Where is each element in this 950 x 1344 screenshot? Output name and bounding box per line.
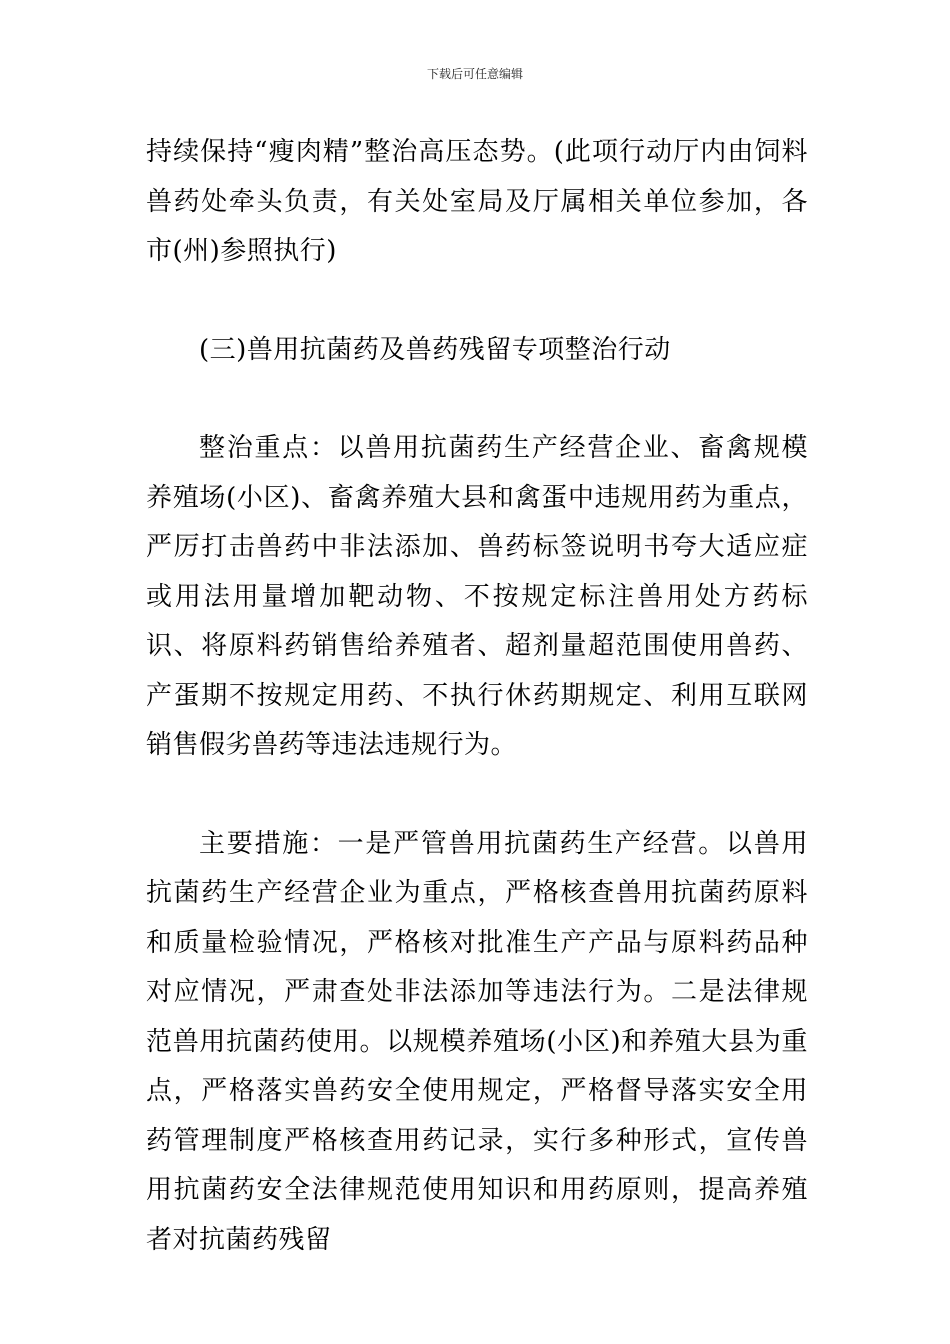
- section-heading: (三)兽用抗菌药及兽药残留专项整治行动: [199, 334, 671, 365]
- paragraph-gap: [146, 771, 808, 820]
- paragraph-gap: [146, 375, 808, 424]
- paragraph-key-points: 整治重点：以兽用抗菌药生产经营企业、畜禽规模养殖场(小区)、畜禽养殖大县和禽蛋中违规用药为重点，严厉打击兽药中非法添加、兽药标签说明书夸大适应症或用法用量增加靶动物、不按规定标注兽用处方药标识、将原料药销售给养殖者、超剂量超范围使用兽药、产蛋期不按规定用药、不执行休药期规定、利用互联网销售假劣兽药等违法违规行为。: [146, 433, 808, 760]
- paragraph-continuation: 持续保持“瘦肉精”整治高压态势。(此项行动厅内由饲料兽药处牵头负责，有关处室局及厅属相关单位参加，各市(州)参照执行): [146, 137, 808, 266]
- page-header: 下载后可任意编辑: [426, 67, 523, 81]
- document-body: [146, 128, 808, 1265]
- paragraph-main-measures: 主要措施：一是严管兽用抗菌药生产经营。以兽用抗菌药生产经营企业为重点，严格核查兽用抗菌药原料和质量检验情况，严格核对批准生产产品与原料药品种对应情况，严肃查处非法添加等违法行为。二是法律规范兽用抗菌药使用。以规模养殖场(小区)和养殖大县为重点，严格落实兽药安全使用规定，严格督导落实安全用药管理制度严格核查用药记录，实行多种形式，宣传兽用抗菌药安全法律规范使用知识和用药原则，提高养殖者对抗菌药残留: [146, 828, 808, 1255]
- paragraph-gap: [146, 277, 808, 326]
